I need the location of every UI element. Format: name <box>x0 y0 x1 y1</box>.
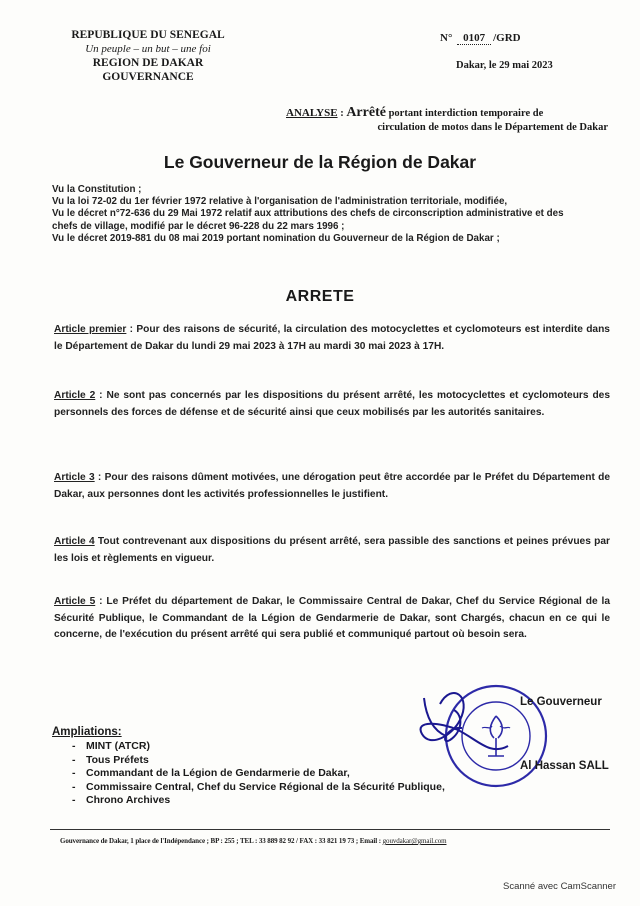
footer-address: Gouvernance de Dakar, 1 place de l'Indépendance ; BP : 255 ; TEL : 33 889 82 92 / FAX : 33 821 19 73 ; Email : <box>60 837 383 845</box>
analyse-label: ANALYSE <box>286 107 338 119</box>
consideration-item: Vu la Constitution ; <box>52 184 142 195</box>
article-2 <box>54 388 610 421</box>
considerations-list <box>52 184 612 245</box>
list-item: - Chrono Archives <box>72 794 171 806</box>
article-5 <box>54 594 610 644</box>
header-right-block <box>440 32 521 45</box>
analyse-line2: circulation de motos dans le Département de Dakar <box>377 122 608 133</box>
article-label: Article 5 <box>54 596 96 607</box>
analyse-keyword: Arrêté <box>346 105 386 120</box>
document-date: Dakar, le 29 mai 2023 <box>456 60 553 71</box>
article-text: : Le Préfet du département de Dakar, le Commissaire Central de Dakar, Chef du Service Régional de la Sécurité Publique, le Commandant de la Légion de Gendarmerie de Dakar, sont Chargés, chacun en ce qui le concerne, de l'exécution du présent arrêté qui sera publié et communiqué partout où besoin sera. <box>54 596 610 640</box>
signatory-name: Al Hassan SALL <box>520 760 609 772</box>
article-label: Article 4 <box>54 536 95 547</box>
reference-number <box>440 32 521 45</box>
number-prefix: N° <box>440 32 453 44</box>
number-value: 0107 <box>457 32 491 45</box>
office-name: GOUVERNANCE <box>102 71 194 83</box>
footer-divider <box>50 829 610 830</box>
footer-contact <box>60 837 600 845</box>
ampliations-title: Ampliations: <box>52 726 122 738</box>
article-text: : Ne sont pas concernés par les dispositions du présent arrêté, les motocyclettes et cyclomoteurs des personnels des forces de défense et de sécurité ainsi que ceux mobilisés par les autorités sanitaires. <box>54 390 611 418</box>
article-label: Article 3 <box>54 472 95 483</box>
article-text: Tout contrevenant aux dispositions du présent arrêté, sera passible des sanctions et peines prévues par les lois et règlements en vigueur. <box>54 536 611 564</box>
analyse-line1: portant interdiction temporaire de <box>385 108 544 119</box>
article-text: : Pour des raisons de sécurité, la circulation des motocyclettes et cyclomoteurs est interdite dans le Département de Dakar du lundi 29 mai 2023 à 17H au mardi 30 mai 2023 à 17H. <box>54 324 610 352</box>
consideration-item: Vu la loi 72-02 du 1er février 1972 relative à l'organisation de l'administration territoriale, modifiée, <box>52 196 508 208</box>
list-item: - Tous Préfets <box>72 753 149 766</box>
country-name: REPUBLIQUE DU SENEGAL <box>71 29 225 41</box>
signatory-role: Le Gouverneur <box>520 696 602 708</box>
consideration-item: Vu le décret n°72-636 du 29 Mai 1972 relatif aux attributions des chefs de circonscription administrative et des <box>52 208 564 220</box>
region-name: REGION DE DAKAR <box>92 57 204 69</box>
ampliations-block <box>52 726 445 808</box>
scanner-watermark: Scanné avec CamScanner <box>503 881 617 892</box>
analyse-separator: : <box>337 108 347 119</box>
footer-email[interactable]: gouvdakar@gmail.com <box>382 837 447 845</box>
number-suffix: /GRD <box>493 32 521 44</box>
national-motto: Un peuple – un but – une foi <box>85 43 211 55</box>
consideration-item: Vu le décret 2019-881 du 08 mai 2019 portant nomination du Gouverneur de la Région de Dakar ; <box>52 232 500 244</box>
list-item: - Commissaire Central, Chef du Service Régional de la Sécurité Publique, <box>72 780 445 793</box>
header-left-block <box>48 28 248 84</box>
article-4 <box>54 534 610 567</box>
consideration-item: chefs de village, modifié par le décret 96-228 du 22 mars 1996 ; <box>52 220 345 232</box>
document-title: Le Gouverneur de la Région de Dakar <box>163 152 477 172</box>
analyse-block <box>286 106 616 135</box>
article-3 <box>54 470 610 503</box>
decision-heading: ARRETE <box>285 288 355 305</box>
article-label: Article premier <box>54 324 127 335</box>
list-item: - Commandant de la Légion de Gendarmerie de Dakar, <box>72 767 350 779</box>
article-label: Article 2 <box>54 390 96 401</box>
list-item: - MINT (ATCR) <box>72 740 150 752</box>
article-1 <box>54 322 610 355</box>
article-text: : Pour des raisons dûment motivées, une dérogation peut être accordée par le Préfet du Département de Dakar, aux personnes dont les activités professionnelles le justifient. <box>54 472 611 500</box>
ampliations-list <box>52 740 445 808</box>
